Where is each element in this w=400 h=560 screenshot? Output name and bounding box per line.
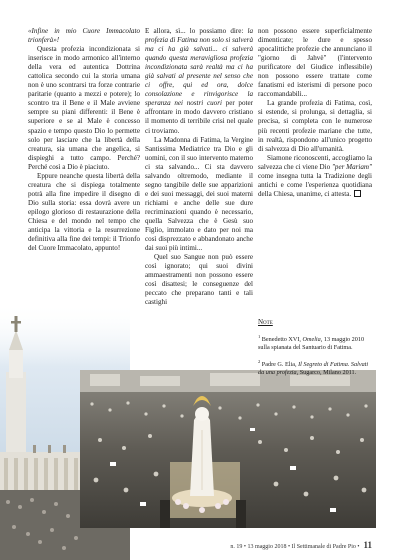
page-number: 11 xyxy=(363,540,372,550)
paragraph: Quel suo Sangue non può essere così ignorato; qui suoi divini ammaestramenti non possono essere così disattesi; le conseguenze del peccato che preparano tanti e tali castighi xyxy=(145,253,253,307)
footnote-number: 1 xyxy=(258,334,261,339)
text-column-3 xyxy=(258,27,372,199)
end-mark-icon xyxy=(354,190,361,197)
text-span: come insegna tutta la Tradizione degli antichi e come l'esperienza quotidiana della Chiesa, unanime, ci attesta. xyxy=(258,171,372,198)
quote-paragraph xyxy=(28,27,140,45)
footnote xyxy=(258,358,372,377)
paragraph: Questa profezia incondizionata si inserisce in modo armonico all'interno della vera ed autentica Dottrina cattolica secondo cui la storia umana non è uno scontrarsi tra forze contrarie paritarie (quanto a mezzi e potere); lo scontro tra il Bene e il Male avviene sempre su piani differenti: il Bene è superiore e se al Male è concesso spazio e tempo questo Dio lo permette solo per lasciare che la libertà della creatura, sia umana che angelica, si dispieghi a tutto campo. Perché? Perché così a Dio è piaciuto. xyxy=(28,45,140,171)
text-span: , Sugarco, Milano 2011. xyxy=(296,369,357,377)
footnotes xyxy=(258,318,372,383)
text-column-2 xyxy=(145,27,253,307)
paragraph: Eppure neanche questa libertà della creatura che si dispiega totalmente potrà alla fine impedire il disegno di Dio sulla storia: essa dovrà avere un epilogo glorioso di restaurazione della Chiesa e del mondo nel tempo che anticipa la vittoria e la resurrezione definitiva alla fine dei tempi: il Trionfo del Cuore Immacolato, appunto! xyxy=(28,171,140,253)
italic-text: la profezia di Fatima non solo si salverà ma ci ha già salvati... ci salverà quando questa meravigliosa profezia incondizionata sarà realtà ma ci ha già salvati al presente nel senso che ci offre, qui ed ora, dolce consolazione e rinvigorisce la speranza nei nostri cuori xyxy=(145,27,253,108)
footnote xyxy=(258,333,372,352)
italic-text: Omelia xyxy=(302,336,321,344)
italic-text: Il Segreto di Fatima. Salvati da una profezia xyxy=(258,361,369,377)
footnote-number: 2 xyxy=(258,359,261,365)
paragraph xyxy=(145,27,253,136)
text-span: Padre G. Elia, xyxy=(260,361,299,369)
page-footer xyxy=(210,540,372,550)
paragraph xyxy=(258,154,372,199)
text-span: , 13 maggio 2010 sulla spianata del Santuario di Fatima. xyxy=(258,336,365,352)
text-span: Benedetto XVI, xyxy=(260,336,303,344)
paragraph: La grande profezia di Fatima, così, si estende, si prolunga, si dettaglia, si precisa, si completa con le numerose più recenti profezie mariane che tutte, in realtà, rispondono all'unico progetto di salvezza di Dio all'umanità. xyxy=(258,99,372,153)
quote-text: «Infine in mio Cuore Immacolato trionferà»! xyxy=(28,27,140,45)
paragraph: La Madonna di Fatima, la Vergine Santissima Mediatrice tra Dio e gli uomini, con il suo intervento materno ci sta salvando... Ci sta davvero salvando oltremodo, mediante il segno tangibile delle sue apparizioni e dei suoi messaggi, dei suoi materni richiami e anche delle sue dure recriminazioni quando è necessario, quella Salvezza che è Gesù suo Figlio, immolato e dato per noi ma così disprezzato e abbandonato anche dai suoi più intimi... xyxy=(145,135,253,253)
text-span: E allora, sì... lo possiamo dire: xyxy=(145,27,248,35)
text-span: Siamone riconoscenti, accogliamo la salvezza che ci viene Dio xyxy=(258,153,372,171)
text-column-1 xyxy=(28,27,140,253)
procession-photo xyxy=(80,370,376,528)
footer-text: n. 19 • 13 maggio 2018 • Il Settimanale di Padre Pio • xyxy=(230,544,360,550)
paragraph: non possono essere superficialmente dimenticate; le dure e spesso apocalittiche profezie che annunciano il "giorno di Jahvè" (l'intervento purificatore del Giudice inflessibile) non possono essere trattate come fanatismi ed isterismi di persone poco raccomandabili... xyxy=(258,27,372,99)
italic-text: "per Mariam" xyxy=(331,162,372,171)
text-span: per poter affrontare in modo davvero cristiano il momento di terribile crisi nel quale ci troviamo. xyxy=(145,99,254,135)
notes-heading: Note xyxy=(258,318,273,326)
